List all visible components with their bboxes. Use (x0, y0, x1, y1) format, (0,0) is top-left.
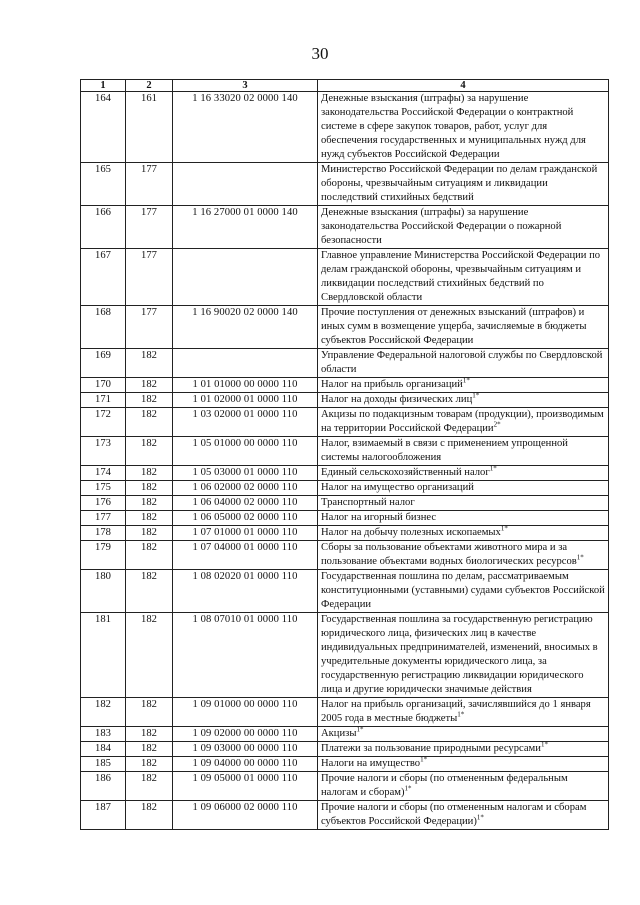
admin-code: 182 (126, 727, 173, 742)
budget-classification-code: 1 06 02000 02 0000 110 (173, 481, 318, 496)
revenue-name: Налог на игорный бизнес (321, 512, 437, 523)
budget-classification-code: 1 05 03000 01 0000 110 (173, 466, 318, 481)
budget-classification-code (173, 349, 318, 378)
row-number: 165 (81, 163, 126, 206)
revenue-name: Налог на имущество организаций (321, 482, 474, 493)
admin-code: 177 (126, 306, 173, 349)
revenue-name: Единый сельскохозяйственный налог (321, 467, 490, 478)
revenue-name: Налог на прибыль организаций, зачислявшийся до 1 января 2005 года в местные бюджеты (321, 699, 591, 724)
revenue-name-cell (318, 613, 609, 698)
admin-code: 161 (126, 92, 173, 163)
budget-classification-code (173, 163, 318, 206)
revenue-name: Государственная пошлина за государственную регистрацию юридического лица, физических лиц в качестве индивидуальных предпринимателей, изменений, вносимых в учредительные документы юридического лица, за государственную регистрацию ликвидации юридического лица и другие юридически значимые действия (321, 614, 598, 695)
row-number: 168 (81, 306, 126, 349)
budget-classification-code: 1 09 06000 02 0000 110 (173, 801, 318, 830)
revenue-name: Управление Федеральной налоговой службы по Свердловской области (321, 350, 603, 375)
admin-code: 177 (126, 249, 173, 306)
row-number: 167 (81, 249, 126, 306)
admin-code: 182 (126, 742, 173, 757)
revenue-name: Прочие поступления от денежных взысканий (штрафов) и иных сумм в возмещение ущерба, зачисляемые в бюджеты субъектов Российской Федерации (321, 307, 587, 346)
row-number: 166 (81, 206, 126, 249)
admin-code: 182 (126, 481, 173, 496)
budget-classification-code: 1 16 33020 02 0000 140 (173, 92, 318, 163)
budget-classification-code: 1 07 04000 01 0000 110 (173, 541, 318, 570)
budget-classification-code: 1 09 02000 00 0000 110 (173, 727, 318, 742)
row-number: 177 (81, 511, 126, 526)
admin-code: 182 (126, 349, 173, 378)
row-number: 183 (81, 727, 126, 742)
revenue-name-cell (318, 570, 609, 613)
table-row (81, 613, 609, 698)
row-number: 181 (81, 613, 126, 698)
admin-code: 182 (126, 757, 173, 772)
table-row (81, 801, 609, 830)
table-row (81, 92, 609, 163)
revenue-name: Государственная пошлина по делам, рассматриваемым конституционными (уставными) судами субъектов Российской Федерации (321, 571, 605, 610)
revenue-name: Налог на добычу полезных ископаемых (321, 527, 501, 538)
revenue-name-cell (318, 496, 609, 511)
table-row (81, 570, 609, 613)
budget-classification-code: 1 08 07010 01 0000 110 (173, 613, 318, 698)
admin-code: 182 (126, 378, 173, 393)
table-row (81, 349, 609, 378)
row-number: 169 (81, 349, 126, 378)
revenue-name-cell (318, 801, 609, 830)
footnote-mark: 1* (576, 553, 584, 562)
revenue-name: Прочие налоги и сборы (по отмененным федеральным налогам и сборам) (321, 773, 568, 798)
revenue-name-cell (318, 306, 609, 349)
footnote-mark: 1* (500, 524, 508, 533)
admin-code: 182 (126, 393, 173, 408)
revenue-name: Налог на доходы физических лиц (321, 394, 473, 405)
budget-classification-code: 1 16 27000 01 0000 140 (173, 206, 318, 249)
footnote-mark: 1* (462, 376, 470, 385)
budget-classification-code: 1 07 01000 01 0000 110 (173, 526, 318, 541)
revenue-name: Налог, взимаемый в связи с применением упрощенной системы налогообложения (321, 438, 568, 463)
footnote-mark: 1* (404, 784, 412, 793)
row-number: 171 (81, 393, 126, 408)
revenue-name-cell (318, 481, 609, 496)
admin-code: 177 (126, 163, 173, 206)
page-number: 30 (311, 44, 329, 63)
budget-classification-code: 1 09 05000 01 0000 110 (173, 772, 318, 801)
table-row (81, 378, 609, 393)
budget-classification-code (173, 249, 318, 306)
revenue-name-cell (318, 163, 609, 206)
column-header-1: 1 (81, 80, 126, 92)
row-number: 172 (81, 408, 126, 437)
column-header-3: 3 (173, 80, 318, 92)
revenue-name-cell (318, 378, 609, 393)
revenue-name-cell (318, 698, 609, 727)
revenue-name: Прочие налоги и сборы (по отмененным налогам и сборам субъектов Российской Федерации) (321, 802, 587, 827)
table-row (81, 496, 609, 511)
budget-classification-code: 1 06 05000 02 0000 110 (173, 511, 318, 526)
budget-classification-code: 1 01 01000 00 0000 110 (173, 378, 318, 393)
row-number: 174 (81, 466, 126, 481)
table-row (81, 541, 609, 570)
admin-code: 182 (126, 801, 173, 830)
footnote-mark: 2* (493, 420, 501, 429)
budget-classification-code: 1 06 04000 02 0000 110 (173, 496, 318, 511)
footnote-mark: 1* (457, 710, 465, 719)
admin-code: 182 (126, 511, 173, 526)
admin-code: 182 (126, 570, 173, 613)
table-row (81, 466, 609, 481)
table-body (81, 92, 609, 830)
revenue-name: Денежные взыскания (штрафы) за нарушение законодательства Российской Федерации о контрактной системе в сфере закупок товаров, работ, услуг для обеспечения государственных и муниципальных нужд для нужд субъектов Российской Федерации (321, 93, 586, 160)
admin-code: 182 (126, 772, 173, 801)
budget-classification-code: 1 09 01000 00 0000 110 (173, 698, 318, 727)
budget-classification-code: 1 01 02000 01 0000 110 (173, 393, 318, 408)
footnote-mark: 1* (356, 725, 364, 734)
row-number: 175 (81, 481, 126, 496)
footnote-mark: 1* (540, 740, 548, 749)
row-number: 173 (81, 437, 126, 466)
admin-code: 182 (126, 408, 173, 437)
revenue-name: Министерство Российской Федерации по делам гражданской обороны, чрезвычайным ситуациям и ликвидации последствий стихийных бедствий (321, 164, 598, 203)
row-number: 187 (81, 801, 126, 830)
admin-code: 182 (126, 698, 173, 727)
footnote-mark: 1* (476, 813, 484, 822)
admin-code: 182 (126, 437, 173, 466)
admin-code: 182 (126, 496, 173, 511)
revenue-name-cell (318, 349, 609, 378)
footnote-mark: 1* (489, 464, 497, 473)
column-header-4: 4 (318, 80, 609, 92)
table-row (81, 249, 609, 306)
admin-code: 177 (126, 206, 173, 249)
admin-code: 182 (126, 613, 173, 698)
budget-classification-code: 1 09 03000 00 0000 110 (173, 742, 318, 757)
revenue-name-cell (318, 541, 609, 570)
revenue-name: Транспортный налог (321, 497, 415, 508)
table-row (81, 437, 609, 466)
revenue-codes-table (80, 79, 609, 830)
row-number: 182 (81, 698, 126, 727)
revenue-name-cell (318, 772, 609, 801)
table-row (81, 481, 609, 496)
revenue-name-cell (318, 92, 609, 163)
table-row (81, 757, 609, 772)
table-row (81, 408, 609, 437)
revenue-name-cell (318, 437, 609, 466)
table-row (81, 698, 609, 727)
revenue-name: Сборы за пользование объектами животного мира и за пользование объектами водных биологических ресурсов (321, 542, 577, 567)
revenue-name-cell (318, 757, 609, 772)
row-number: 176 (81, 496, 126, 511)
table-row (81, 526, 609, 541)
footnote-mark: 1* (472, 391, 480, 400)
revenue-name: Налоги на имущество (321, 758, 421, 769)
revenue-name-cell (318, 408, 609, 437)
budget-classification-code: 1 05 01000 00 0000 110 (173, 437, 318, 466)
table-row (81, 742, 609, 757)
revenue-name: Налог на прибыль организаций (321, 379, 463, 390)
table-header-row (81, 80, 609, 92)
footnote-mark: 1* (420, 755, 428, 764)
revenue-name-cell (318, 511, 609, 526)
row-number: 179 (81, 541, 126, 570)
table-row (81, 306, 609, 349)
budget-classification-code: 1 16 90020 02 0000 140 (173, 306, 318, 349)
revenue-name: Акцизы (321, 728, 357, 739)
row-number: 164 (81, 92, 126, 163)
revenue-name-cell (318, 526, 609, 541)
row-number: 184 (81, 742, 126, 757)
revenue-name: Денежные взыскания (штрафы) за нарушение законодательства Российской Федерации о пожарной безопасности (321, 207, 562, 246)
revenue-name: Главное управление Министерства Российской Федерации по делам гражданской обороны, чрезвычайным ситуациям и ликвидации последствий стихийных бедствий по Свердловской области (321, 250, 601, 303)
row-number: 180 (81, 570, 126, 613)
admin-code: 182 (126, 466, 173, 481)
row-number: 186 (81, 772, 126, 801)
revenue-name: Акцизы по подакцизным товарам (продукции), производимым на территории Российской Федерации (321, 409, 604, 434)
table-row (81, 393, 609, 408)
budget-classification-code: 1 09 04000 00 0000 110 (173, 757, 318, 772)
revenue-name-cell (318, 249, 609, 306)
column-header-2: 2 (126, 80, 173, 92)
table-row (81, 772, 609, 801)
table-row (81, 727, 609, 742)
admin-code: 182 (126, 526, 173, 541)
revenue-name: Платежи за пользование природными ресурсами (321, 743, 541, 754)
row-number: 178 (81, 526, 126, 541)
row-number: 185 (81, 757, 126, 772)
revenue-name-cell (318, 742, 609, 757)
revenue-name-cell (318, 393, 609, 408)
revenue-name-cell (318, 206, 609, 249)
budget-classification-code: 1 03 02000 01 0000 110 (173, 408, 318, 437)
revenue-name-cell (318, 727, 609, 742)
table-row (81, 511, 609, 526)
table-row (81, 206, 609, 249)
admin-code: 182 (126, 541, 173, 570)
budget-classification-code: 1 08 02020 01 0000 110 (173, 570, 318, 613)
revenue-name-cell (318, 466, 609, 481)
table-row (81, 163, 609, 206)
row-number: 170 (81, 378, 126, 393)
